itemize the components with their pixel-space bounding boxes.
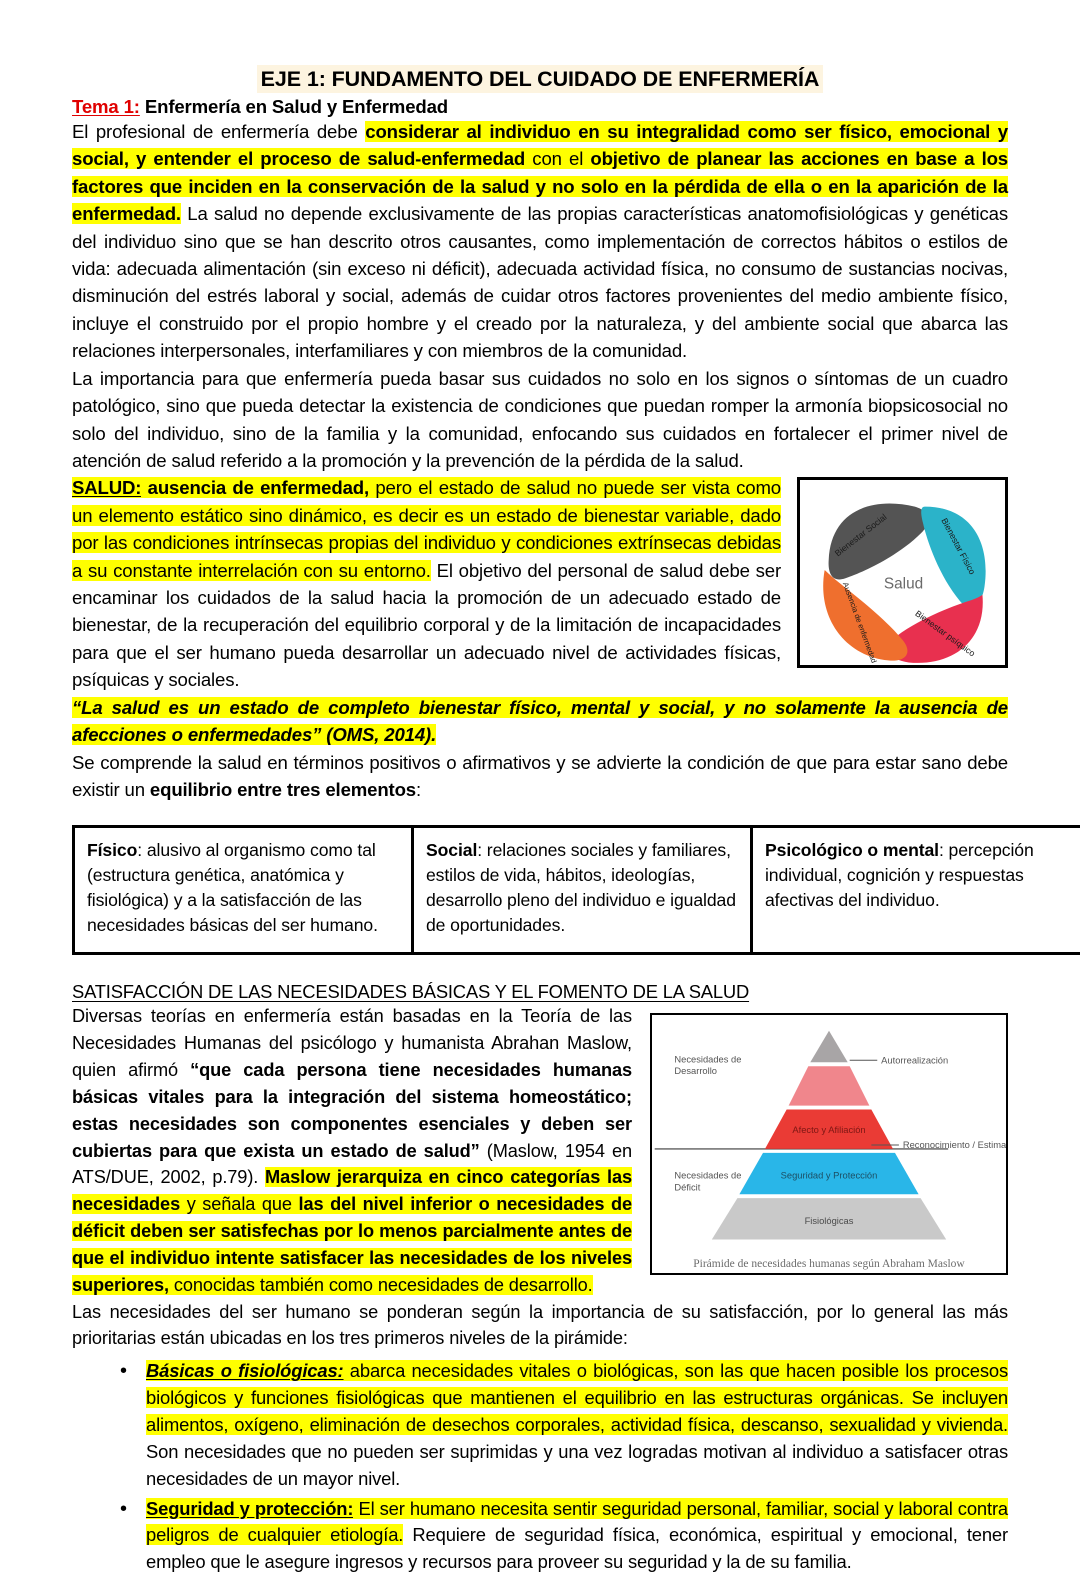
section-heading-satisfaccion: SATISFACCIÓN DE LAS NECESIDADES BÁSICAS Y EL FOMENTO DE LA SALUD [72, 981, 1008, 1003]
pyramid-group-label-desarrollo: Necesidades de Desarrollo [674, 1055, 741, 1077]
paragraph-equilibrio [72, 749, 1008, 804]
table-cell-fisico [74, 827, 413, 954]
pyramid-label-fisiologicas: Fisiológicas [805, 1216, 854, 1226]
pyramid-level-autorrealizacion [810, 1031, 847, 1063]
cell-term-fisico: Físico [87, 840, 137, 860]
bullet-hl-seguridad: El ser humano necesita sentir seguridad personal, familiar, social y laboral contra peligros de cualquier etiología. [146, 1498, 1008, 1546]
maslow-hl-plain-a: y señala que [180, 1194, 298, 1214]
equilibrio-end: : [416, 779, 421, 800]
bullet-term-seguridad: Seguridad y protección: [146, 1498, 353, 1519]
bullet-plain-basicas: Son necesidades que no pueden ser suprimidas y una vez logradas motivan al individuo a satisfacer otras necesidades de un mayor nivel. [146, 1441, 1008, 1489]
pyramid-side-label-reconocimiento: Reconocimiento / Estima [903, 1140, 1006, 1150]
p1-seg5: La salud no depende exclusivamente de las propias características anatomofisiológicas y genéticas del individuo sino que se han descrito otros causantes, como implementación de correctos hábitos o estilos de vida: adecuada alimentación (sin exceso ni déficit), adecuada actividad física, no consumo de sustancias nocivas, disminución del estrés laboral y social, además de cuidar otros factores provenientes del medio ambiente físico, incluye el construido por el propio hombre y el creado por la naturaleza, y del ambiente social que abarca las relaciones interpersonales, interfamiliares y con miembros de la comunidad. [72, 203, 1008, 361]
maslow-caption: Pirámide de necesidades humanas según Abraham Maslow [652, 1258, 1006, 1270]
paragraph-necesidades-ponderan: Las necesidades del ser humano se ponderan según la importancia de su satisfacción, por lo general las más prioritarias están ubicadas en los tres primeros niveles de la pirámide: [72, 1299, 1008, 1353]
pyramid-label-seguridad: Seguridad y Protección [781, 1171, 878, 1181]
list-item [120, 1496, 1008, 1576]
petal-bienestar-fisico [921, 507, 985, 608]
pyramid-level-reconocimiento [789, 1067, 870, 1106]
maslow-quote: “que cada persona tiene necesidades humanas básicas vitales para la integración del sistema homeostático; estas necesidades son componentes esenciales y deben ser cubiertas para que exista un estado de salud” [72, 1060, 632, 1161]
bullet-hl-basicas: abarca necesidades vitales o biológicas, son las que hacen posible los procesos biológicos y funciones fisiológicas que mantienen el equilibrio en las estructuras orgánicas. Se incluyen alimentos, oxígeno, eliminación de desechos corporales, actividad física, descanso, sexualidad y vivienda. [146, 1360, 1008, 1435]
maslow-hl-bold-b: las del nivel inferior o necesidades de déficit deben ser satisfechas por lo menos parcialmente antes de que el [72, 1194, 632, 1268]
tema-title: Enfermería en Salud y Enfermedad [140, 96, 448, 117]
maslow-pyramid-diagram [652, 1015, 1006, 1273]
table-cell-social [413, 827, 752, 954]
pyramid-side-label-autorrealizacion: Autorrealización [881, 1056, 948, 1066]
page-title [72, 66, 1008, 93]
three-elements-table [72, 825, 1080, 955]
paragraph-2: La importancia para que enfermería pueda basar sus cuidados no solo en los signos o síntomas de un cuadro patológico, sino que pueda detectar la existencia de condiciones que puedan romper la armonía biopsicosocial no solo del individuo, sino de la familia y la comunidad, enfocando sus cuidados en fortalecer el primer nivel de atención de salud referido a la promoción y la prevención de la pérdida de la salud. [72, 365, 1008, 475]
maslow-cite: (Maslow, 1954 en ATS/DUE, 2002, p.79). [72, 1141, 632, 1188]
salud-bold-highlight: ausencia de enfermedad, [141, 477, 369, 498]
p1-seg1: El profesional de enfermería debe [72, 121, 365, 142]
needs-bullet-list [72, 1358, 1008, 1576]
pyramid-group-label-deficit: Necesidades de Déficit [674, 1171, 741, 1193]
cell-term-psicologico: Psicológico o mental [765, 840, 939, 860]
table-cell-psicologico [752, 827, 1080, 954]
p1-seg2-highlight-bold: considerar al individuo en su integralidad como ser físico, emocional y social, y entender el proceso de salud-enfermedad [72, 121, 1008, 169]
maslow-hl-plain-c: conocidas también como necesidades de desarrollo. [169, 1275, 593, 1295]
pyramid-label-afecto: Afecto y Afiliación [792, 1125, 865, 1135]
page-title-text: EJE 1: FUNDAMENTO DEL CUIDADO DE ENFERMERÍA [257, 65, 824, 93]
document-page [72, 0, 1008, 1526]
tema-heading [72, 96, 1008, 118]
petal-label-fisico: Bienestar Físico [939, 517, 977, 577]
equilibrio-plain: Se comprende la salud en términos positivos o afirmativos y se advierte la condición de que para estar sano debe existir un [72, 752, 1008, 800]
p1-seg4-highlight-bold: objetivo de planear las acciones en base a los factores que inciden en la conservación de la salud y no solo en la pérdida de ella o en la aparición de la enfermedad. [72, 148, 1008, 224]
list-item [120, 1358, 1008, 1492]
paragraph-1 [72, 118, 1008, 365]
maslow-hl-bold-a: Maslow jerarquiza en cinco categorías las necesidades [72, 1167, 632, 1214]
maslow-pyramid-image [650, 1013, 1008, 1275]
table-row [74, 827, 1080, 954]
salud-highlight-text: pero el estado de salud no puede ser vista como un elemento estático sino dinámico, es decir es un estado de bienestar variable, dado por las condiciones intrínsecas propias del individuo y condiciones extrínsecas debidas a su constante interrelación con su entorno. [72, 477, 781, 580]
maslow-intro: Diversas teorías en enfermería están basadas en la Teoría de las Necesidades Humanas del psicólogo y humanista Abrahan Maslow, quien afirmó [72, 1006, 632, 1080]
p1-seg3-highlight: con el [525, 148, 590, 169]
petal-label-psiquico: Bienestar psíquico [913, 609, 977, 659]
salud-plain-text: El objetivo del personal de salud debe ser encaminar los cuidados de la salud hacia la promoción de un adecuado estado de bienestar, de la recuperación del equilibrio corporal y de la limitación de incapacidades para que el ser humano pueda desarrollar un adecuado nivel de actividades físicas, psíquicas y sociales. [72, 560, 781, 691]
salud-center-label: Salud [884, 576, 923, 593]
cell-text-social: : relaciones sociales y familiares, estilos de vida, hábitos, ideologías, desarrollo pleno del individuo e igualdad de oportunidades. [426, 840, 736, 935]
pinwheel-diagram [800, 480, 1005, 668]
oms-quote-text: “La salud es un estado de completo bienestar físico, mental y social, y no solamente la ausencia de afecciones o enfermedades” (OMS, 2014). [72, 697, 1008, 745]
salud-pinwheel-image [797, 477, 1008, 668]
cell-text-psicologico: : percepción individual, cognición y respuestas afectivas del individuo. [765, 840, 1034, 910]
paragraph-oms-quote [72, 694, 1008, 749]
petal-label-social: Bienestar Social [833, 512, 889, 559]
cell-text-fisico: : alusivo al organismo como tal (estructura genética, anatómica y fisiológica) y a la satisfacción de las necesidades básicas del ser humano. [87, 840, 378, 935]
maslow-hl-bold-c: individuo intente satisfacer las necesidades de los niveles superiores, [72, 1248, 632, 1295]
bullet-term-basicas: Básicas o fisiológicas: [146, 1360, 344, 1381]
salud-label: SALUD: [72, 477, 141, 498]
bullet-plain-seguridad: Requiere de seguridad física, económica, espiritual y emocional, tener empleo que le asegure ingresos y recursos para proveer su seguridad y la de su familia. [146, 1524, 1008, 1572]
cell-term-social: Social [426, 840, 477, 860]
equilibrio-bold: equilibrio entre tres elementos [150, 779, 416, 800]
petal-label-ausencia: Ausencia de enfermedad [841, 581, 879, 664]
tema-label: Tema 1: [72, 96, 140, 117]
